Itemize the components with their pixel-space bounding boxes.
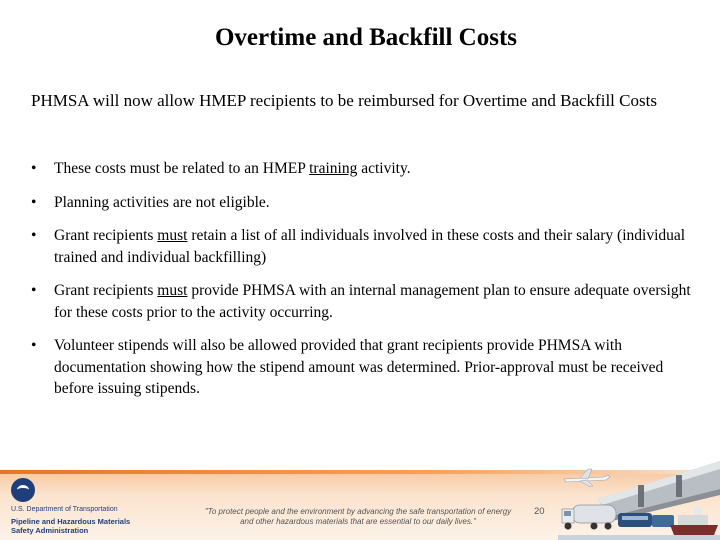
bullet-symbol: • [31,282,37,299]
bullet-item [31,280,691,323]
bullet-item [31,158,691,180]
agency-block [11,505,130,535]
bullet-emphasis: must [157,282,188,299]
agency-name-line2: Safety Administration [11,526,89,535]
bullet-item [31,335,691,400]
bullet-symbol: • [31,193,37,211]
bullet-symbol: • [31,227,37,244]
department-name: U.S. Department of Transportation [11,506,118,513]
agency-name-line1: Pipeline and Hazardous Materials [11,517,131,526]
bullet-text: Planning activities are not eligible. [54,193,270,211]
ship-icon [670,507,718,535]
intro-paragraph: PHMSA will now allow HMEP recipients to be reimbursed for Overtime and Backfill Costs [31,91,657,110]
mission-quote-line1: "To protect people and the environment by advancing the safe transportation of energy [204,507,512,516]
bullet-text: These costs must be related to an HMEP [54,160,310,177]
tanker-truck-icon [562,505,616,530]
bullet-text: provide PHMSA with an internal management plan to ensure adequate oversight for these costs prior to the activity occurring. [54,282,691,321]
mission-quote [188,507,528,527]
bullet-text: Grant recipients [54,282,158,299]
bullet-text: Volunteer stipends will also be allowed provided that grant recipients provide PHMSA with documentation showing how the stipend amount was determined. Prior-approval must be received before issuing stipends. [54,337,664,397]
bullet-emphasis: must [157,227,188,244]
dot-logo-icon [11,478,35,502]
bullet-item [31,192,691,214]
slide-title: Overtime and Backfill Costs [214,24,518,51]
airplane-icon [564,469,610,487]
bullet-text: activity. [357,160,411,177]
transport-collage [558,455,720,540]
mission-quote-line2: and other hazardous materials that are essential to our daily lives." [240,517,476,526]
train-icon [618,513,674,527]
bullet-item [31,225,691,268]
bullet-emphasis: training [309,160,358,177]
bullet-text: retain a list of all individuals involved in these costs and their salary (individual trained and individual backfilling) [54,227,686,266]
bullet-symbol: • [31,160,37,177]
page-number: 20 [534,506,545,517]
bullet-list [31,158,691,400]
bullet-symbol: • [31,337,37,354]
bullet-text: Grant recipients [54,227,158,244]
